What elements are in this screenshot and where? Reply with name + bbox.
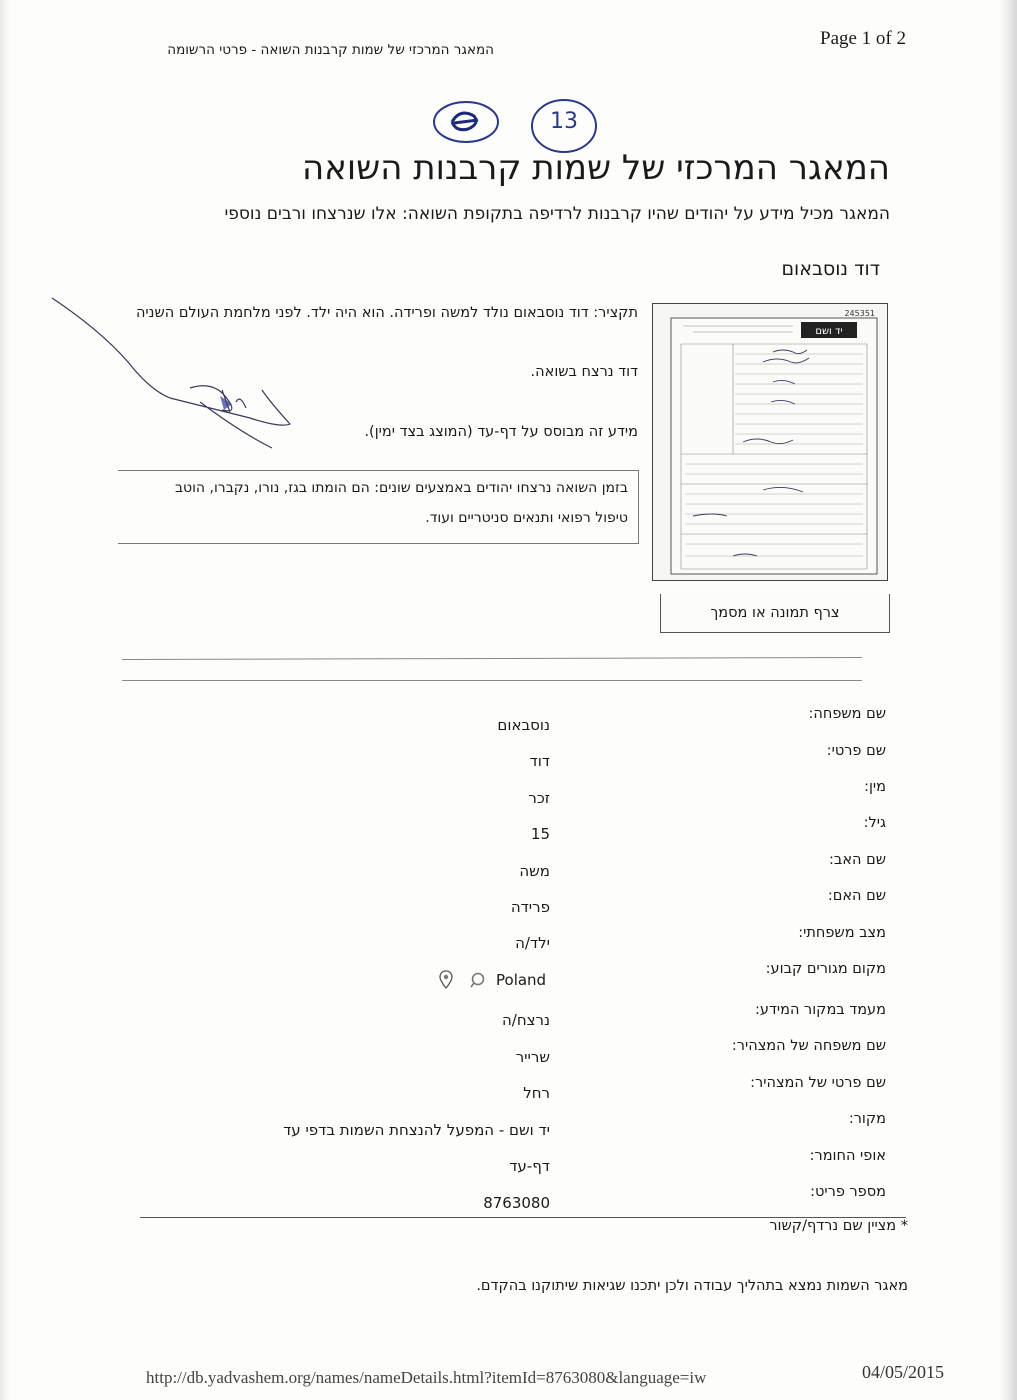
page-url: http://db.yadvashem.org/names/nameDetails.html?itemId=8763080&language=iw [146, 1368, 707, 1387]
scan-edge-left [0, 0, 10, 1400]
person-name: דוד נוסבאום [781, 258, 880, 280]
field-value-source: יד ושם - המפעל להנצחת השמות בדפי עד [283, 1121, 550, 1139]
field-value-source-status: נרצח/ה [501, 1011, 550, 1029]
pen-scribble [40, 290, 300, 460]
disclaimer: מאגר השמות נמצא בתהליך עבודה ולכן יתכנו שגיאות שיתוקנו בהקדם. [476, 1278, 908, 1294]
search-icon[interactable] [470, 971, 486, 989]
header-title: המאגר המרכזי של שמות קרבנות השואה - פרטי הרשומה [167, 42, 494, 58]
field-label-first-name: שם פרטי: [826, 743, 886, 759]
section-divider [122, 680, 862, 681]
map-pin-icon[interactable] [438, 970, 454, 990]
scan-edge-right [999, 0, 1017, 1400]
field-label-age: גיל: [863, 815, 886, 831]
field-label-source-status: מעמד במקור המידע: [754, 1002, 886, 1018]
page-subtitle: המאגר מכיל מידע על יהודים שהיו קרבנות לרדיפה בתקופת השואה: אלו שנרצחו ורבים נוספי [224, 204, 890, 224]
field-label-gender: מין: [864, 779, 886, 795]
thumbnail-logo: יד ושם [815, 326, 843, 337]
thumbnail-corner-number: 245351 [844, 309, 875, 318]
field-label-last-name: שם משפחה: [808, 706, 886, 722]
circled-number: 13 [550, 109, 578, 134]
field-label-submitter-last-name: שם משפחה של המצהיר: [731, 1038, 886, 1054]
field-value-mother-name: פרידה [510, 898, 550, 916]
summary-line-2: דוד נרצח בשואה. [530, 364, 638, 380]
page-title: המאגר המרכזי של שמות קרבנות השואה [301, 148, 890, 188]
field-value-item-number: 8763080 [483, 1194, 550, 1212]
field-value-submitter-last-name: שרייר [515, 1048, 550, 1066]
field-label-marital-status: מצב משפחתי: [798, 925, 886, 941]
field-value-father-name: משה [519, 862, 550, 880]
page-number: Page 1 of 2 [820, 28, 907, 49]
info-box-line-2: טיפול רפואי ותנאים סניטריים ועוד. [425, 510, 628, 526]
field-value-gender: זכר [528, 789, 550, 807]
field-label-residence: מקום מגורים קבוע: [765, 961, 886, 977]
field-label-material-type: אופי החומר: [809, 1148, 886, 1164]
attach-photo-button[interactable]: צרף תמונה או מסמך [660, 594, 890, 633]
testimony-document-thumbnail[interactable] [652, 303, 888, 581]
info-box-line-1: בזמן השואה נרצחו יהודים באמצעים שונים: הם הומתו בגז, נורו, נקברו, הוטב [174, 480, 628, 496]
field-label-father-name: שם האב: [829, 852, 886, 868]
field-label-mother-name: שם האם: [827, 888, 886, 904]
field-value-material-type: דף-עד [509, 1157, 550, 1175]
field-value-age: 15 [530, 825, 550, 843]
print-date: 04/05/2015 [862, 1362, 945, 1382]
field-label-item-number: מספר פריט: [810, 1184, 886, 1200]
summary-line-1: תקציר: דוד נוסבאום נולד למשה ופרידה. הוא היה ילד. לפני מלחמת העולם השניה [135, 305, 638, 321]
field-value-first-name: דוד [529, 752, 550, 770]
field-value-submitter-first-name: רחל [523, 1084, 550, 1102]
field-value-last-name: נוסבאום [497, 716, 550, 734]
footnote: * מציין שם נרדף/קשור [769, 1218, 908, 1234]
field-label-submitter-first-name: שם פרטי של המצהיר: [750, 1075, 886, 1091]
section-divider [122, 657, 862, 660]
testimony-form-image [653, 304, 887, 580]
field-value-marital-status: ילד/ה [515, 934, 550, 952]
field-value-residence[interactable]: Poland [496, 971, 547, 989]
field-label-source: מקור: [848, 1111, 886, 1127]
summary-line-3: מידע זה מבוסס על דף-עד (המוצג בצד ימין). [364, 424, 638, 440]
